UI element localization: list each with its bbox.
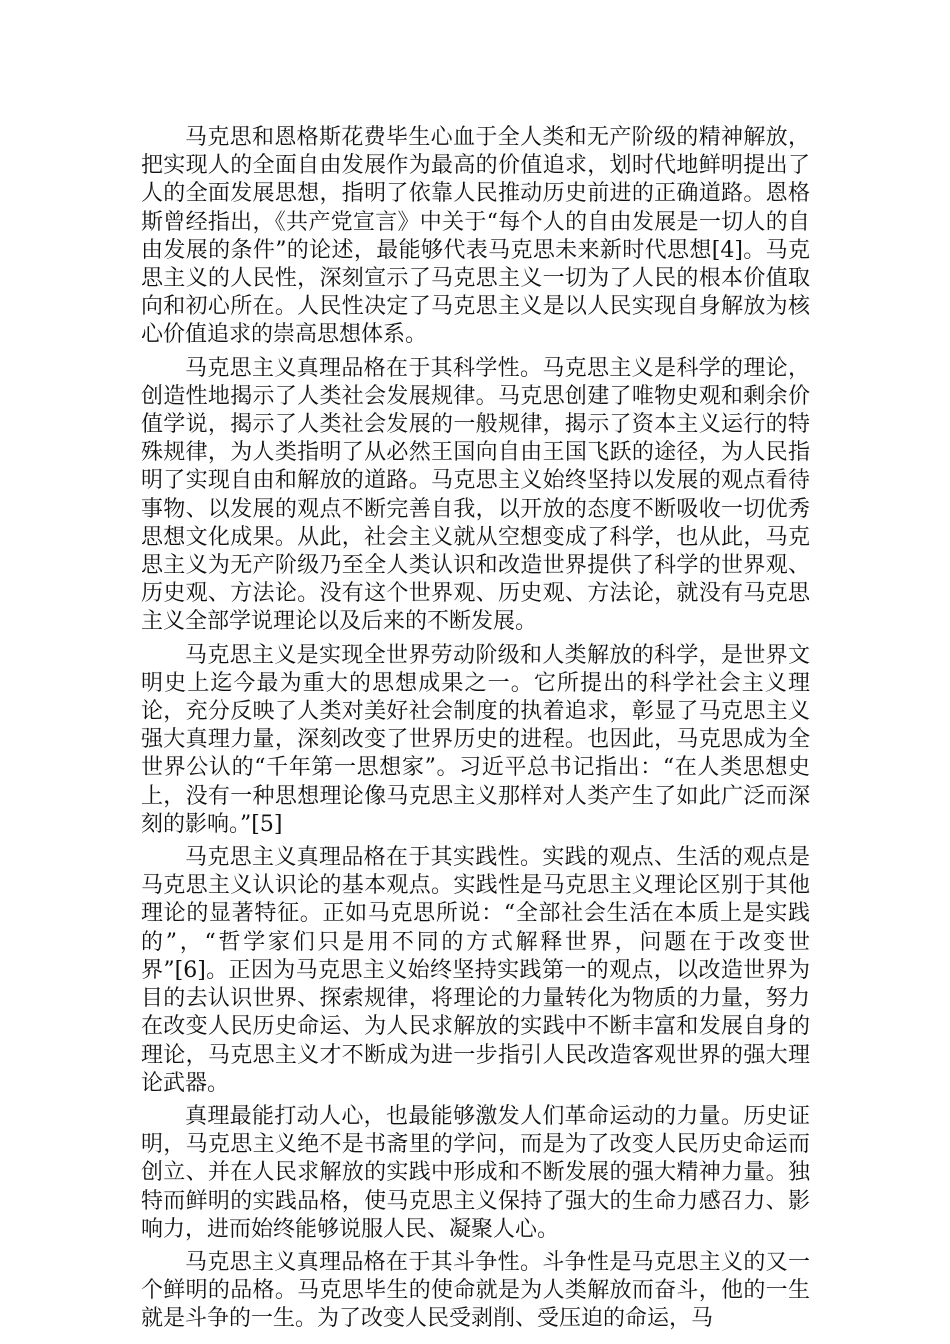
document-page — [141, 124, 810, 1339]
paragraph-liberation-science: 马克思主义是实现全世界劳动阶级和人类解放的科学，是世界文明史上迄今最为重大的思想成果之一。它所提出的科学社会主义理论，充分反映了人类对美好社会制度的执着追求，彰显了马克思主义强大真理力量，深刻改变了世界历史的进程。也因此，马克思成为全世界公认的“千年第一思想家”。习近平总书记指出：“在人类思想史上，没有一种思想理论像马克思主义那样对人类产生了如此广泛而深刻的影响。”[5] — [141, 642, 810, 837]
paragraph-truth-power: 真理最能打动人心，也最能够激发人们革命运动的力量。历史证明，马克思主义绝不是书斋里的学问，而是为了改变人民历史命运而创立、并在人民求解放的实践中形成和不断发展的强大精神力量。独特而鲜明的实践品格，使马克思主义保持了强大的生命力感召力、影响力，进而始终能够说服人民、凝聚人心。 — [141, 1103, 810, 1242]
paragraph-struggle-nature: 马克思主义真理品格在于其斗争性。斗争性是马克思主义的又一个鲜明的品格。马克思毕生的使命就是为人类解放而奋斗，他的一生就是斗争的一生。为了改变人民受剥削、受压迫的命运，马 — [141, 1249, 810, 1332]
paragraph-practical-nature: 马克思主义真理品格在于其实践性。实践的观点、生活的观点是马克思主义认识论的基本观点。实践性是马克思主义理论区别于其他理论的显著特征。正如马克思所说：“全部社会生活在本质上是实践的”，“哲学家们只是用不同的方式解释世界，问题在于改变世界”[6]。正因为马克思主义始终坚持实践第一的观点，以改造世界为目的去认识世界、探索规律，将理论的力量转化为物质的力量，努力在改变人民历史命运、为人民求解放的实践中不断丰富和发展自身的理论，马克思主义才不断成为进一步指引人民改造客观世界的强大理论武器。 — [141, 845, 810, 1096]
paragraph-people-nature: 马克思和恩格斯花费毕生心血于全人类和无产阶级的精神解放，把实现人的全面自由发展作为最高的价值追求，划时代地鲜明提出了人的全面发展思想，指明了依靠人民推动历史前进的正确道路。恩格斯曾经指出，《共产党宣言》中关于“每个人的自由发展是一切人的自由发展的条件”的论述，最能够代表马克思未来新时代思想[4]。马克思主义的人民性，深刻宣示了马克思主义一切为了人民的根本价值取向和初心所在。人民性决定了马克思主义是以人民实现自身解放为核心价值追求的崇高思想体系。 — [141, 125, 810, 348]
paragraph-scientific-nature: 马克思主义真理品格在于其科学性。马克思主义是科学的理论，创造性地揭示了人类社会发展规律。马克思创建了唯物史观和剩余价值学说，揭示了人类社会发展的一般规律，揭示了资本主义运行的特殊规律，为人类指明了从必然王国向自由王国飞跃的途径，为人民指明了实现自由和解放的道路。马克思主义始终坚持以发展的观点看待事物、以发展的观点不断完善自我，以开放的态度不断吸收一切优秀思想文化成果。从此，社会主义就从空想变成了科学，也从此，马克思主义为无产阶级乃至全人类认识和改造世界提供了科学的世界观、历史观、方法论。没有这个世界观、历史观、方法论，就没有马克思主义全部学说理论以及后来的不断发展。 — [141, 355, 810, 635]
